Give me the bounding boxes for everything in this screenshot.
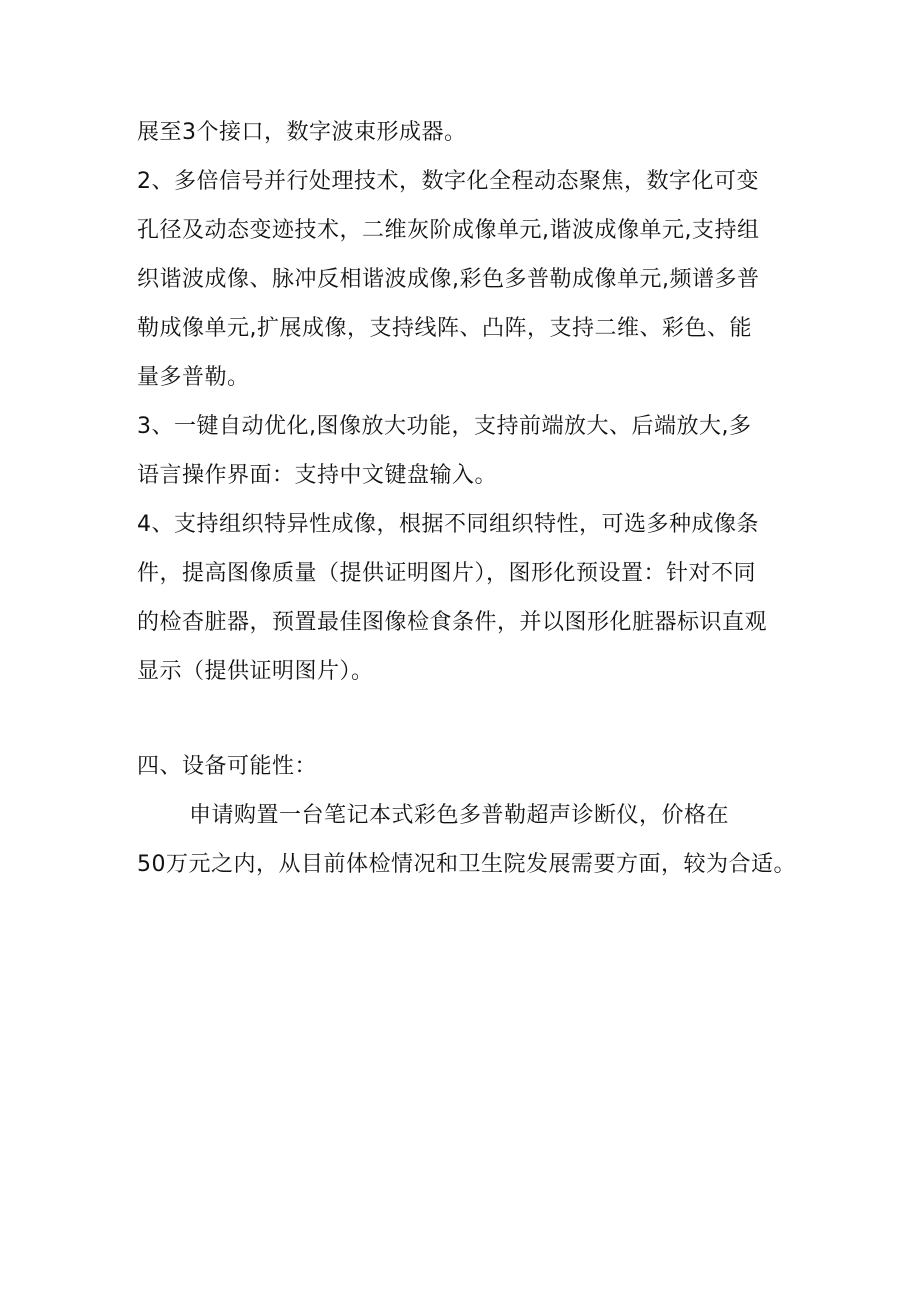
spec-line: 件，提高图像质量（提供证明图片），图形化预设置：针对不同 <box>137 561 757 586</box>
feasibility-line: 50万元之内，从目前体检情况和卫生院发展需要方面，较为合适。 <box>137 852 796 877</box>
spec-line: 孔径及动态变迹技术，二维灰阶成像单元,谐波成像单元,支持组 <box>137 218 760 243</box>
spec-line: 语言操作界面：支持中文键盘输入。 <box>137 463 498 488</box>
feasibility-line: 申请购置一台笔记本式彩色多普勒超声诊断仪，价格在 <box>189 803 730 828</box>
spec-line: 3、一键自动优化,图像放大功能，支持前端放大、后端放大,多 <box>137 414 752 439</box>
spec-line: 勒成像单元,扩展成像，支持线阵、凸阵，支持二维、彩色、能 <box>137 316 752 341</box>
spec-line: 2、多倍信号并行处理技术，数字化全程动态聚焦，数字化可变 <box>137 169 759 194</box>
spec-line: 量多普勒。 <box>137 365 250 390</box>
spec-line: 4、支持组织特异性成像，根据不同组织特性，可选多种成像条 <box>137 512 759 537</box>
feasibility-paragraph <box>137 791 817 889</box>
spec-line: 的检杳脏器，预置最佳图像检食条件，并以图形化脏器标识直观 <box>137 610 768 635</box>
spec-list <box>137 108 797 696</box>
spec-line: 织谐波成像、脉冲反相谐波成像,彩色多普勒成像单元,频谱多普 <box>137 267 760 292</box>
section-heading: 四、设备可能性： <box>137 754 318 779</box>
spec-line: 显示（提供证明图片）。 <box>137 659 374 684</box>
spec-line: 展至3个接口，数字波束形成器。 <box>137 120 467 145</box>
